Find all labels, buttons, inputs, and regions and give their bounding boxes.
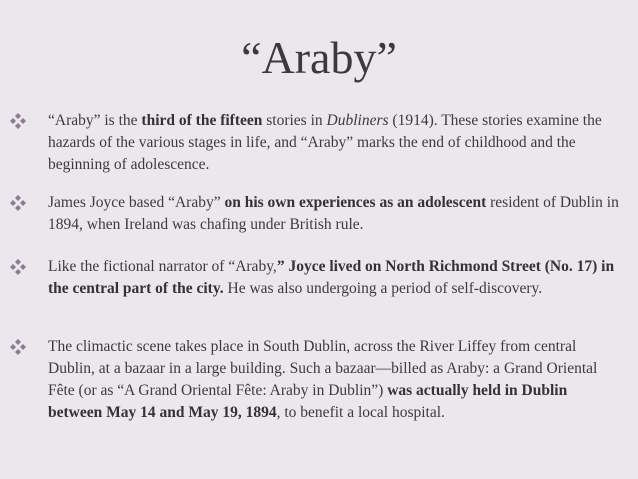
bullet-1-italic: Dubliners: [326, 112, 389, 129]
bullet-text-4: [48, 336, 623, 424]
bullet-4-segment: , to benefit a local hospital.: [276, 404, 445, 421]
bullet-1-bold: third of the fifteen: [141, 112, 263, 129]
diamond-bullet-icon: [10, 113, 26, 129]
diamond-bullet-icon: [10, 259, 26, 275]
diamond-bullet-icon: [10, 195, 26, 211]
diamond-bullet-icon: [10, 339, 26, 355]
slide-title: “Araby”: [241, 32, 397, 83]
bullet-2-segment: resident of Dublin in 1894, when Ireland was chafing under British rule.: [48, 194, 619, 233]
bullet-2-bold: on his own experiences as an adolescent: [224, 194, 487, 211]
bullet-3-segment: He was also undergoing a period of self-discovery.: [223, 280, 543, 297]
bullet-text-1: [48, 110, 623, 176]
bullet-1-segment: (1914). These stories examine the hazards of the various stages in life, and “Araby” marks the end of childhood and the beginning of adolescence.: [48, 112, 602, 173]
bullet-text-2: [48, 192, 623, 236]
bullet-3-bold: ” Joyce lived on North Richmond Street (No. 17) in the central part of the city.: [48, 258, 615, 297]
bullet-3-segment: Like the fictional narrator of “Araby,: [48, 258, 277, 275]
bullet-4-bold: was actually held in Dublin between May 14 and May 19, 1894: [48, 382, 568, 421]
bullet-2-segment: James Joyce based “Araby”: [48, 194, 225, 211]
bullet-1-segment: “Araby” is the: [48, 112, 142, 129]
bullet-text-3: [48, 256, 623, 300]
bullet-1-segment: stories in: [262, 112, 327, 129]
bullet-4-segment: The climactic scene takes place in South Dublin, across the River Liffey from central Dublin, at a bazaar in a large building. Such a bazaar—billed as Araby: a Grand Oriental Fête (or as “A Grand Oriental Fête: Araby in Dublin”): [48, 338, 598, 399]
